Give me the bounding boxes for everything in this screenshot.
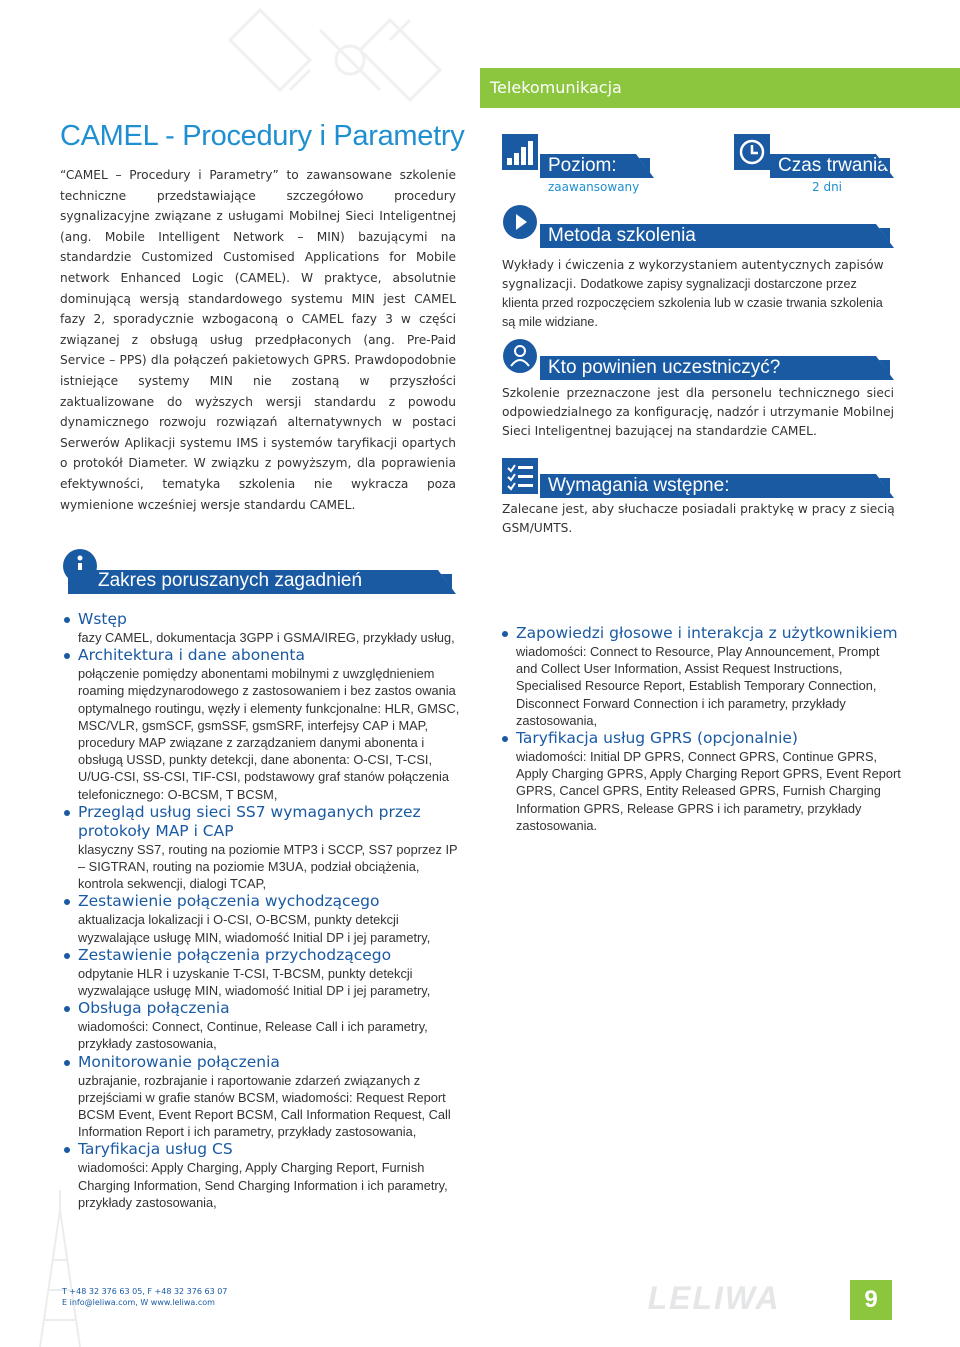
topics-header <box>68 570 456 594</box>
topic-title: Taryfikacja usług CS <box>64 1140 468 1159</box>
svg-text:LELIWA: LELIWA <box>647 1281 781 1315</box>
topic-title: Monitorowanie połączenia <box>64 1053 468 1072</box>
topic-item <box>64 946 468 999</box>
leliwa-logo <box>598 1281 830 1315</box>
level-value: zaawansowany <box>548 180 640 194</box>
audience-header <box>540 356 894 380</box>
topic-item <box>64 610 468 646</box>
page-number: 9 <box>850 1280 892 1320</box>
topic-title: Zestawienie połączenia przychodzącego <box>64 946 468 965</box>
checklist-icon <box>502 458 538 494</box>
topic-item <box>64 892 468 945</box>
level-label: Poziom: <box>548 155 617 176</box>
requirements-label: Wymagania wstępne: <box>548 475 730 496</box>
topic-item <box>64 999 468 1052</box>
topic-description: wiadomości: Initial DP GPRS, Connect GPRS, Continue GPRS, Apply Charging GPRS, Apply Charging Report GPRS, Event Report GPRS, Cancel GPRS, Entity Released GPRS, Furnish Charging Information GPRS, Release GPRS i ich parametry, przykłady zastosowania. <box>516 749 901 833</box>
duration-header <box>770 154 894 178</box>
topic-description: klasyczny SS7, routing na poziomie MTP3 i SCCP, SS7 poprzez IP – SIGTRAN, routing na poziomie M3UA, podział obciążenia, kontrola sekwencji, dialogi TCAP, <box>78 841 458 892</box>
person-icon <box>502 338 538 374</box>
topic-description: połączenie pomiędzy abonentami mobilnymi z uwzględnieniem roaming międzynarodowego z zastosowaniem i bez zastos owania optymalnego routingu, węzły i elementy funkcjonalne: HLR, GMSC, MSC/VLR, gsmSCF, gsmSSF, gsmSRF, interfejsy CAP i MAP, procedury MAP związane z zarządzaniem danymi abonenta i obsługą USSD, punkty detekcji, dane abonenta: O-CSI, T-CSI, U/UG-CSI, SS-CSI, TIF-CSI, podstawowy graf stanów połączenia telefonicznego: O-BCSM, T BCSM, <box>78 666 460 802</box>
topic-description: wiadomości: Apply Charging, Apply Charging Report, Furnish Charging Information, Send Charging Information i ich parametry, przykłady zastosowania, <box>78 1160 448 1210</box>
duration-label: Czas trwania: <box>778 155 894 176</box>
topic-description: aktualizacja lokalizacji i O-CSI, O-BCSM, punkty detekcji wyzwalające usługę MIN, wiadomość Initial DP i jej parametry, <box>78 912 431 945</box>
method-label: Metoda szkolenia <box>548 225 696 246</box>
requirements-text: Zalecane jest, aby słuchacze posiadali praktykę w pracy z siecią GSM/UMTS. <box>502 502 895 535</box>
method-text <box>502 256 894 332</box>
topic-item <box>502 729 902 834</box>
section-header-band <box>480 68 960 108</box>
audience-label: Kto powinien uczestniczyć? <box>548 357 781 378</box>
method-text-1: Wykłady i ćwiczenia z wykorzystaniem autentycznych zapisów sygnalizacji. <box>502 258 884 291</box>
method-header <box>540 224 894 248</box>
topics-label: Zakres poruszanych zagadnień <box>98 570 363 591</box>
topic-title: Taryfikacja usług GPRS (opcjonalnie) <box>502 729 902 748</box>
section-label: Telekomunikacja <box>490 78 622 97</box>
footer-phone: T +48 32 376 63 05, F +48 32 376 63 07 <box>62 1287 228 1296</box>
topic-item <box>64 1053 468 1141</box>
topic-title: Przegląd usług sieci SS7 wymaganych przez protokoły MAP i CAP <box>64 803 468 841</box>
clock-icon <box>734 134 770 170</box>
method-text-2: Dodatkowe zapisy sygnalizacji dostarczone przez klienta przed rozpoczęciem szkolenia lub w czasie trwania szkolenia są mile widziane. <box>502 277 883 329</box>
topic-item <box>64 803 468 893</box>
tower-watermark-icon <box>0 1190 230 1347</box>
intro-paragraph: “CAMEL – Procedury i Parametry” to zawansowane szkolenie techniczne przedstawiające szczegółowo procedury sygnalizacyjne związane z usługami Mobilnej Sieci Inteligentnej (ang. Mobile Intelligent Network – MIN) bazującymi na standardzie Customized Customised Applications for Mobile network Enhanced Logic (CAMEL). W praktyce, absolutnie dominującą wersją standardowego systemu MIN jest CAMEL fazy 2, sporadycznie wzbogaconą o CAMEL fazy 3 w części związanej z obsługą usług przedpłaconych (ang. Pre-Paid Service – PPS) dla połączeń pakietowych GPRS. Prawdopodobnie istniejące systemy MIN nie zostaną w przyszłości zaktualizowane do wyższych wersji standardu z powodu dynamicznego rozwoju rozwiązań alternatywnych w postaci Serwerów Aplikacji systemu IMS i systemów taryfikacji opartych o protokół Diameter. W związku z powyższym, dla poprawienia efektywności, tematyka szkolenia nie wykracza poza wymienione wcześniej wersje standardu CAMEL. <box>60 168 456 512</box>
topic-title: Wstęp <box>64 610 468 629</box>
audience-text: Szkolenie przeznaczone jest dla personelu technicznego sieci odpowiedzialnego za konfigurację, nadzór i utrzymanie Mobilnej Sieci Inteligentnej bazującej na standardzie CAMEL. <box>502 386 894 438</box>
topic-item <box>64 646 468 803</box>
satellite-watermark-icon <box>200 0 540 130</box>
topic-description: wiadomości: Connect to Resource, Play Announcement, Prompt and Collect User Information, Assist Request Instructions, Specialised Resource Report, Establish Temporary Connection, Disconnect Forward Connection i ich parametry, przykłady zastosowania, <box>516 644 880 728</box>
topic-description: wiadomości: Connect, Continue, Release Call i ich parametry, przykłady zastosowania, <box>78 1019 428 1052</box>
topic-description: uzbrajanie, rozbrajanie i raportowanie zdarzeń związanych z przejściami w grafie stanów BCSM, wiadomości: Request Report BCSM Event, Event Report BCSM, Call Information Request, Call Information Report i ich parametry, przykłady zastosowania, <box>78 1072 451 1140</box>
level-bars-icon <box>502 134 538 170</box>
footer-contact <box>62 1286 227 1308</box>
play-icon <box>502 204 538 240</box>
topic-title: Zestawienie połączenia wychodzącego <box>64 892 468 911</box>
topic-item <box>502 624 902 729</box>
page-title: CAMEL - Procedury i Parametry <box>60 120 465 152</box>
topic-description: fazy CAMEL, dokumentacja 3GPP i GSMA/IREG, przykłady usług, <box>78 630 455 645</box>
topic-description: odpytanie HLR i uzyskanie T-CSI, T-BCSM, punkty detekcji wyzwalające usługę MIN, wiadomość Initial DP i jej parametry, <box>78 965 431 999</box>
duration-value: 2 dni <box>812 180 843 194</box>
topics-left-column <box>64 610 468 1211</box>
requirements-header <box>540 474 894 498</box>
footer-email-web: E info@leliwa.com, W www.leliwa.com <box>62 1298 215 1307</box>
level-header <box>540 154 654 178</box>
topic-title: Architektura i dane abonenta <box>64 646 468 665</box>
topics-right-column <box>502 624 902 834</box>
topic-title: Obsługa połączenia <box>64 999 468 1018</box>
topic-title: Zapowiedzi głosowe i interakcja z użytkownikiem <box>502 624 902 643</box>
